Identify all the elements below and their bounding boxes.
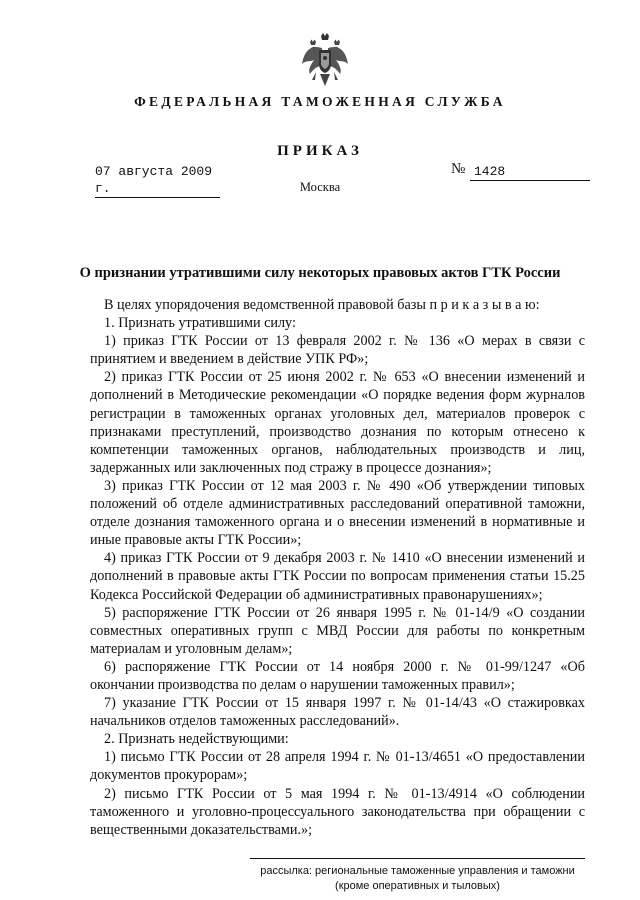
order-body (90, 296, 585, 839)
agency-name: ФЕДЕРАЛЬНАЯ ТАМОЖЕННАЯ СЛУЖБА (134, 94, 506, 109)
intro-paragraph: В целях упорядочения ведомственной правовой базы п р и к а з ы в а ю: (104, 297, 540, 313)
order-subject: О признании утратившими силу некоторых правовых актов ГТК России (79, 265, 561, 281)
order-number: 1428 (470, 163, 590, 181)
section-2-heading: 2. Признать недействующими: (104, 731, 289, 748)
section-1-item: 1) приказ ГТК России от 13 февраля 2002 г. № 136 «О мерах в связи с принятием и введением в действие УПК РФ»; (90, 333, 585, 368)
distribution-list (250, 864, 585, 894)
section-1-item: 7) указание ГТК России от 15 января 1997 г. № 01-14/43 «О стажировках начальников отделов таможенных расследований». (90, 695, 585, 730)
document-type: ПРИКАЗ (277, 143, 363, 159)
russian-coat-of-arms-icon (300, 32, 350, 90)
section-1-item: 3) приказ ГТК России от 12 мая 2003 г. № 490 «Об утверждении типовых положений об отделе административных расследований оперативной таможни, отделе дознания таможенного органа и о внесении изменений в нормативные и иные правовые акты ГТК России»; (90, 477, 585, 549)
section-1-item: 2) приказ ГТК России от 25 июня 2002 г. № 653 «О внесении изменений и дополнений в Методические рекомендации «О порядке ведения форм журналов регистрации в таможенных органах уголовных дел, материалов проверок с признаками преступлений, производство дознания по которым отнесено к компетенции таможенных органов, наблюдательных производств и лиц, задержанных или заключенных под стражу в процессе дознания»; (90, 369, 585, 476)
section-2-item: 1) письмо ГТК России от 28 апреля 1994 г. № 01-13/4651 «О предоставлении документов прокурорам»; (90, 749, 585, 784)
section-1-item: 6) распоряжение ГТК России от 14 ноября 2000 г. № 01-99/1247 «Об окончании производства по делам о нарушении таможенных правил»; (90, 658, 585, 693)
footer-divider (250, 858, 585, 859)
city: Москва (299, 180, 341, 194)
order-number-label: № (451, 161, 466, 177)
section-1-heading: 1. Признать утратившими силу: (104, 315, 296, 332)
section-1-item: 4) приказ ГТК России от 9 декабря 2003 г. № 1410 «О внесении изменений и дополнений в правовые акты ГТК России по вопросам применения статьи 15.25 Кодекса Российской Федерации об административных правонарушениях»; (90, 550, 585, 603)
distribution-line: (кроме оперативных и тыловых) (335, 880, 500, 892)
section-2-item: 2) письмо ГТК России от 5 мая 1994 г. № 01-13/4914 «О соблюдении таможенного и уголовно-процессуального законодательства при обращении с вещественными доказательствами.»; (90, 785, 585, 838)
order-date: 07 августа 2009 г. (95, 163, 220, 198)
section-1-item: 5) распоряжение ГТК России от 26 января 1995 г. № 01-14/9 «О создании совместных оперативных групп с МВД России для работы по конкретным материалам и уголовным делам»; (90, 604, 585, 657)
distribution-line: рассылка: региональные таможенные управления и таможни (260, 865, 575, 877)
